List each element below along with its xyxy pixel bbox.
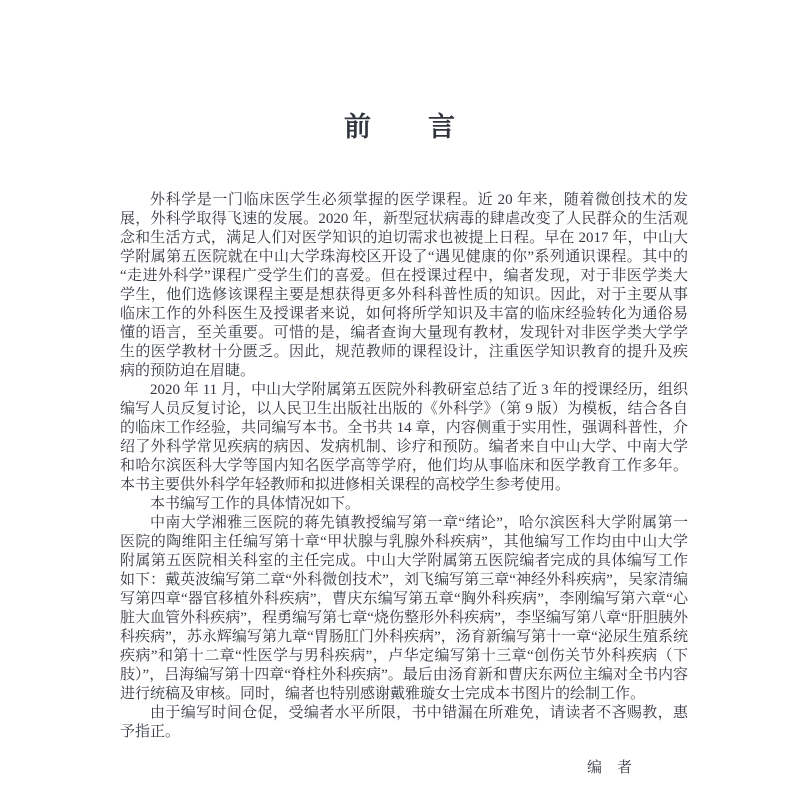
preface-paragraph: 本书编写工作的具体情况如下。 — [150, 496, 361, 512]
author-signature: 编 者 — [586, 760, 632, 776]
preface-paragraph: 由于编写时间仓促，受编者水平所限，书中错漏在所难免，请读者不吝赐教，惠予指正。 — [120, 705, 688, 740]
preface-text — [120, 191, 688, 742]
preface-paragraph: 中南大学湘雅三医院的蒋先镇教授编写第一章“绪论”，哈尔滨医科大学附属第一医院的陶维阳主任编写第十章“甲状腺与乳腺外科疾病”，其他编写工作均由中山大学附属第五医院相关科室的主任完成。中山大学附属第五医院编者完成的具体编写工作如下：戴英波编写第二章“外科微创技术”，刘飞编写第三章“神经外科疾病”，吴家清编写第四章“器官移植外科疾病”，曹庆东编写第五章“胸外科疾病”，李刚编写第六章“心脏大血管外科疾病”，程勇编写第七章“烧伤整形外科疾病”，李坚编写第八章“肝胆胰外科疾病”，苏永辉编写第九章“胃肠肛门外科疾病”，汤育新编写第十一章“泌尿生殖系统疾病”和第十二章“性医学与男科疾病”，卢华定编写第十三章“创伤关节外科疾病（下肢）”，吕海编写第十四章“脊柱外科疾病”。最后由汤育新和曹庆东两位主编对全书内容进行统稿及审核。同时，编者也特别感谢戴雅璇女士完成本书图片的绘制工作。 — [120, 515, 688, 702]
preface-paragraph: 外科学是一门临床医学生必须掌握的医学课程。近 20 年来，随着微创技术的发展，外科学取得飞速的发展。2020 年，新型冠状病毒的肆虐改变了人民群众的生活观念和生活方式，满足人们对医学知识的迫切需求也被提上日程。早在 2017 年，中山大学附属第五医院就在中山大学珠海校区开设了“遇见健康的你”系列通识课程。其中的“走进外科学”课程广受学生们的喜爱。但在授课过程中，编者发现，对于非医学类大学生，他们选修该课程主要是想获得更多外科科普性质的知识。因此，对于主要从事临床工作的外科医生及授课者来说，如何将所学知识及丰富的临床经验转化为通俗易懂的语言，至关重要。可惜的是，编者查询大量现有教材，发现针对非医学类大学学生的医学教材十分匮乏。因此，规范教师的课程设计，注重医学知识教育的提升及疾病的预防迫在眉睫。 — [120, 192, 688, 379]
page-title: 前 言 — [344, 112, 456, 142]
preface-paragraph: 2020 年 11 月，中山大学附属第五医院外科教研室总结了近 3 年的授课经历，组织编写人员反复讨论，以人民卫生出版社出版的《外科学》（第 9 版）为模板，结合各自的临床工作经验，共同编写本书。全书共 14 章，内容侧重于实用性，强调科普性，介绍了外科学常见疾病的病因、发病机制、诊疗和预防。编者来自中山大学、中南大学和哈尔滨医科大学等国内知名医学高等学府，他们均从事临床和医学教育工作多年。本书主要供外科学年轻教师和拟进修相关课程的高校学生参考使用。 — [120, 382, 688, 493]
